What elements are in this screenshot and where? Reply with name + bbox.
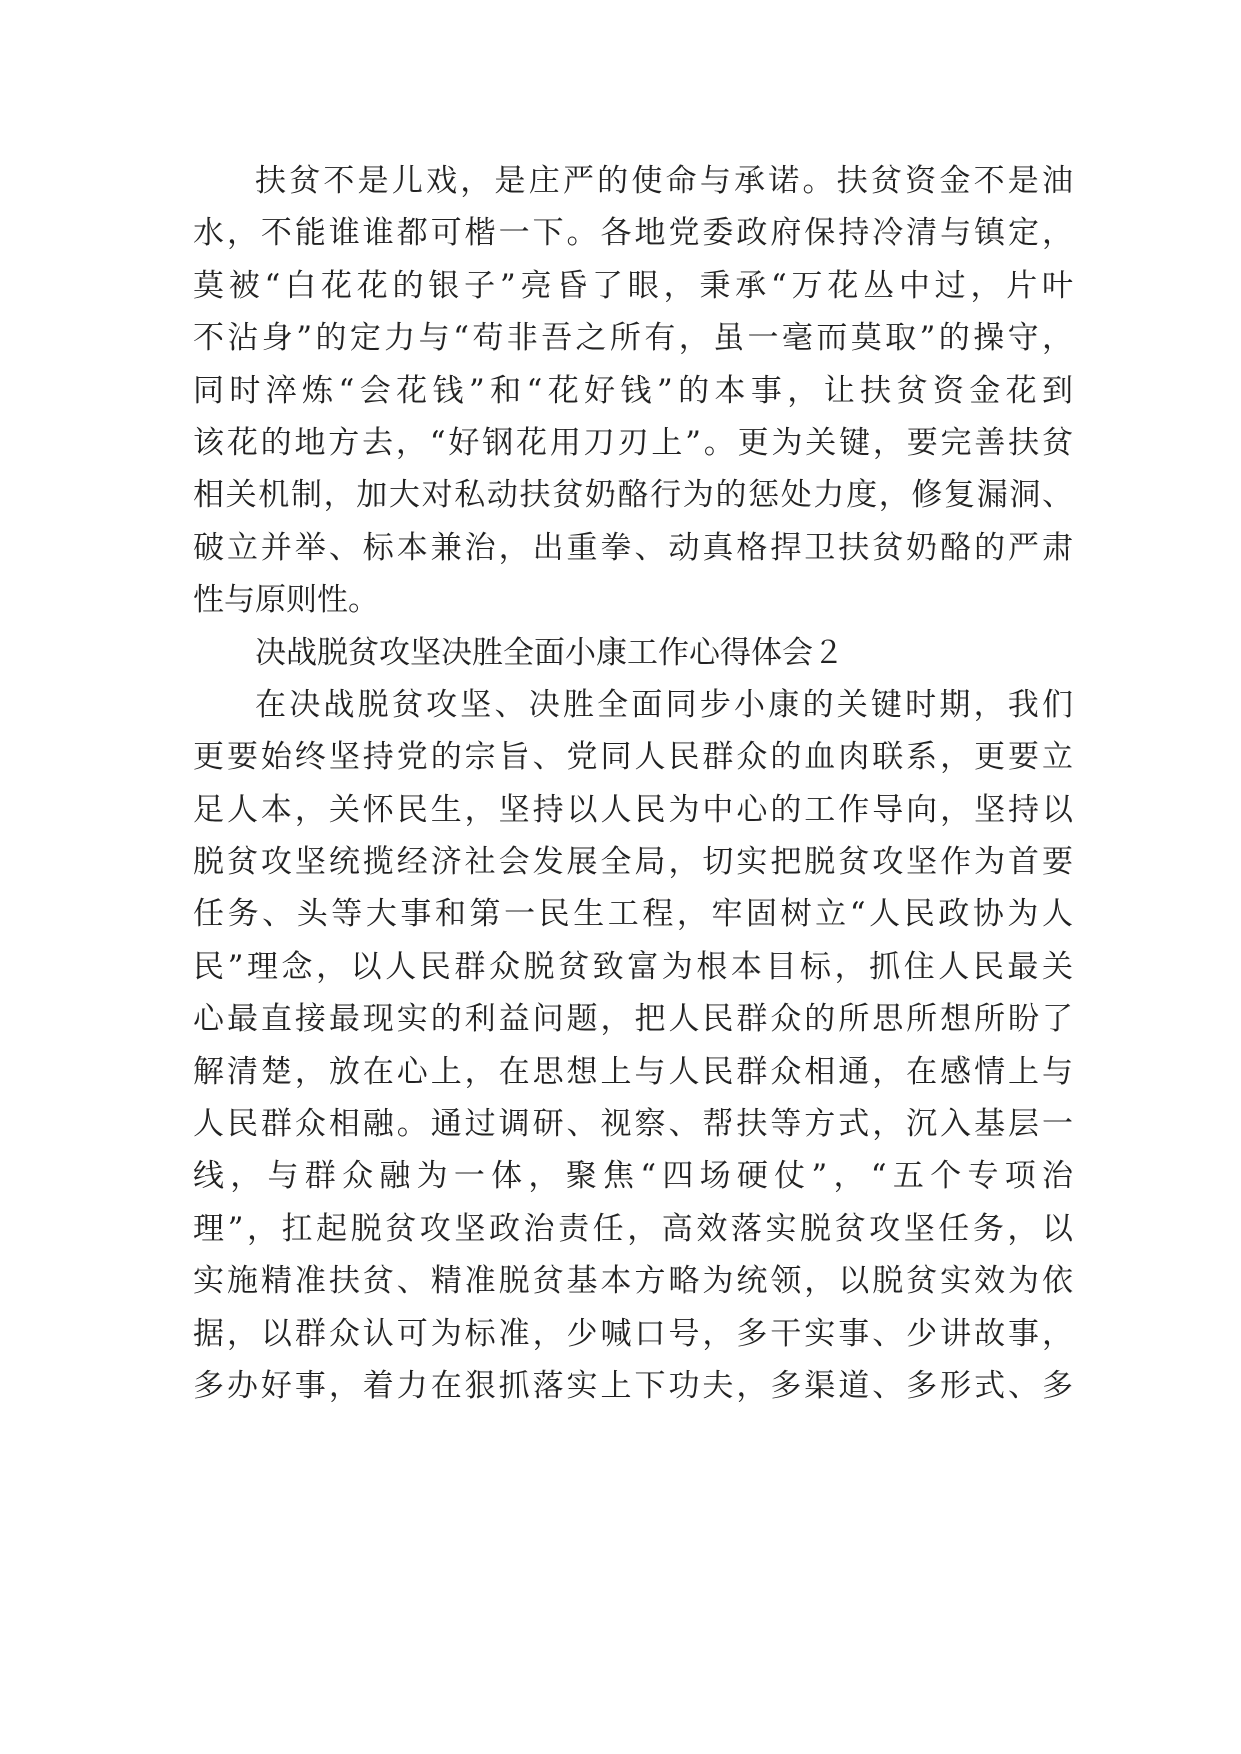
text-line: 不沾身”的定力与“苟非吾之所有，虽一毫而莫取”的操守，: [193, 320, 1073, 357]
text-line: 水，不能谁谁都可楷一下。各地党委政府保持冷清与镇定，: [193, 215, 1073, 252]
text-line: 相关机制，加大对私动扶贫奶酪行为的惩处力度，修复漏洞、: [193, 477, 1073, 514]
text-line: 莫被“白花花的银子”亮昏了眼，秉承“万花丛中过，片叶: [193, 267, 1073, 304]
text-line: 脱贫攻坚统揽经济社会发展全局，切实把脱贫攻坚作为首要: [193, 844, 1073, 881]
text-line: 同时淬炼“会花钱”和“花好钱”的本事，让扶贫资金花到: [193, 372, 1073, 409]
text-line: 多办好事，着力在狠抓落实上下功夫，多渠道、多形式、多: [193, 1367, 1073, 1404]
text-line: 更要始终坚持党的宗旨、党同人民群众的血肉联系，更要立: [193, 739, 1073, 776]
text-line: 理”，扛起脱贫攻坚政治责任，高效落实脱贫攻坚任务，以: [193, 1210, 1073, 1247]
text-line: 在决战脱贫攻坚、决胜全面同步小康的关键时期，我们: [255, 686, 1073, 723]
text-line: 据，以群众认可为标准，少喊口号，多干实事、少讲故事，: [193, 1315, 1073, 1352]
paragraph-1: [193, 155, 1073, 627]
text-line: 实施精准扶贫、精准脱贫基本方略为统领，以脱贫实效为依: [193, 1263, 1073, 1300]
paragraph-2: [193, 679, 1073, 1412]
section-heading: 决战脱贫攻坚决胜全面小康工作心得体会２: [255, 634, 844, 671]
text-line: 心最直接最现实的利益问题，把人民群众的所思所想所盼了: [193, 1001, 1073, 1038]
text-line: 足人本，关怀民生，坚持以人民为中心的工作导向，坚持以: [193, 791, 1073, 828]
text-line: 民”理念，以人民群众脱贫致富为根本目标，抓住人民最关: [193, 948, 1073, 985]
text-line: 该花的地方去，“好钢花用刀刃上”。更为关键，要完善扶贫: [193, 424, 1073, 461]
text-line: 人民群众相融。通过调研、视察、帮扶等方式，沉入基层一: [193, 1106, 1073, 1143]
text-line: 破立并举、标本兼治，出重拳、动真格捍卫扶贫奶酪的严肃: [193, 529, 1073, 566]
text-line: 解清楚，放在心上，在思想上与人民群众相通，在感情上与: [193, 1053, 1073, 1090]
text-line: 任务、头等大事和第一民生工程，牢固树立“人民政协为人: [193, 896, 1073, 933]
text-line: 扶贫不是儿戏，是庄严的使命与承诺。扶贫资金不是油: [255, 163, 1073, 199]
text-line: 性与原则性。: [193, 582, 379, 619]
text-line: 线，与群众融为一体，聚焦“四场硬仗”，“五个专项治: [193, 1158, 1073, 1195]
document-body: [193, 155, 1073, 1412]
